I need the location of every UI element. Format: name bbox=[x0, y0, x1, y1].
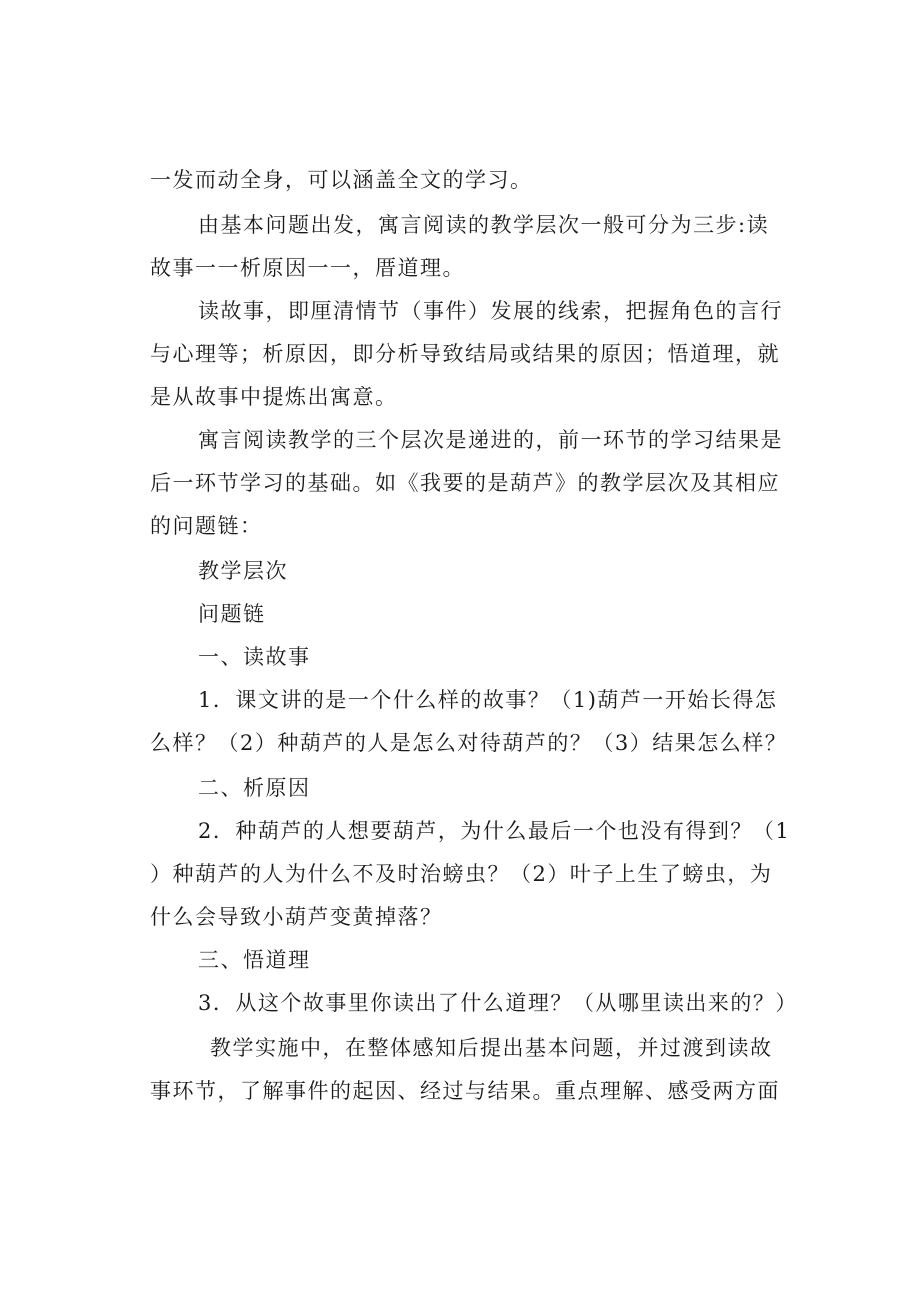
question-line: 1．课文讲的是一个什么样的故事？（1)葫芦一开始长得怎 bbox=[198, 688, 778, 712]
paragraph-line: 教学实施中，在整体感知后提出基本问题，并过渡到读故 bbox=[210, 1036, 773, 1060]
paragraph-line: 一发而动全身，可以涵盖全文的学习。 bbox=[150, 168, 533, 192]
section-heading: 三、悟道理 bbox=[198, 948, 311, 972]
section-heading: 一、读故事 bbox=[198, 645, 311, 669]
question-line: 3．从这个故事里你读出了什么道理？（从哪里读出来的？） bbox=[198, 991, 798, 1015]
question-line: ）种葫芦的人为什么不及时治螃虫？（2）叶子上生了螃虫，为 bbox=[150, 862, 773, 886]
paragraph-line: 后一环节学习的基础。如《我要的是葫芦》的教学层次及其相应 bbox=[150, 471, 780, 495]
paragraph-line: 故事一一析原因一一，厝道理。 bbox=[150, 256, 465, 280]
section-heading: 二、析原因 bbox=[198, 776, 311, 800]
paragraph-line: 寓言阅读教学的三个层次是递进的，前一环节的学习结果是 bbox=[198, 428, 783, 452]
paragraph-line: 事环节，了解事件的起因、经过与结果。重点理解、感受两方面 bbox=[150, 1079, 780, 1103]
paragraph-line: 与心理等；析原因，即分析导致结局或结果的原因；悟道理，就 bbox=[150, 342, 780, 366]
paragraph-line: 是从故事中提炼出寓意。 bbox=[150, 385, 398, 409]
paragraph-line: 的问题链： bbox=[150, 514, 263, 538]
paragraph-line: 由基本问题出发，寓言阅读的教学层次一般可分为三步:读 bbox=[198, 213, 770, 237]
heading-line: 教学层次 bbox=[198, 559, 288, 583]
question-line: 什么会导致小葫芦变黄掉落？ bbox=[150, 905, 443, 929]
question-line: 2．种葫芦的人想要葫芦，为什么最后一个也没有得到？（1 bbox=[198, 819, 791, 843]
question-line: 么样？（2）种葫芦的人是怎么对待葫芦的？（3）结果怎么样？ bbox=[150, 731, 788, 755]
paragraph-line: 读故事，即厘清情节（事件）发展的线索，把握角色的言行 bbox=[198, 299, 783, 323]
heading-line: 问题链 bbox=[198, 602, 266, 626]
